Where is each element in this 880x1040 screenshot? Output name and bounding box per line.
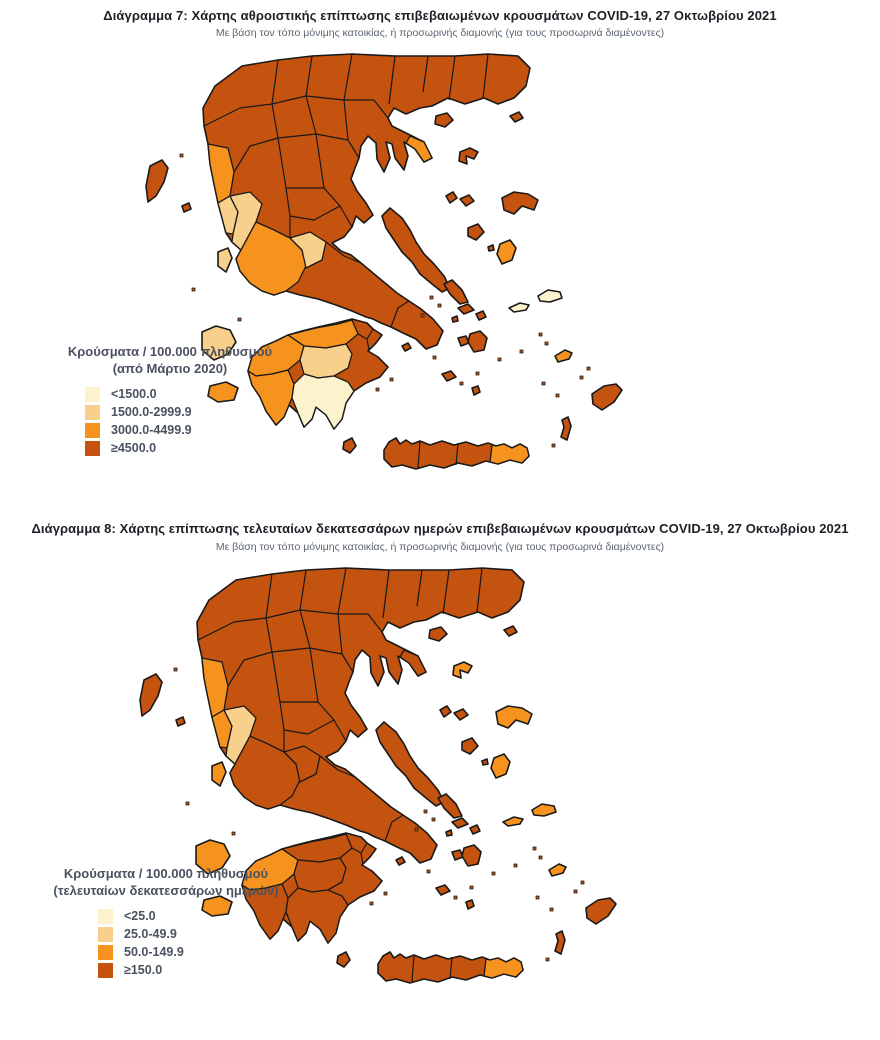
region-thasos (435, 113, 453, 127)
region-euboea (382, 208, 450, 292)
map1-legend-rows (30, 387, 310, 456)
region-samos (538, 290, 562, 302)
region-limnos (459, 148, 478, 164)
region-andros (438, 794, 462, 818)
map1-legend (30, 344, 310, 459)
region-mykonos (470, 825, 480, 834)
region-thasos (429, 627, 447, 641)
region-skyros (462, 738, 478, 754)
class3-label: 50.0-149.9 (124, 945, 184, 960)
region-kythira (337, 952, 350, 967)
class1-label: <1500.0 (111, 387, 157, 402)
map1-legend-title-line2: (από Μάρτιο 2020) (112, 360, 228, 376)
legend-row (85, 441, 310, 456)
legend-row (98, 927, 316, 942)
region-milos (442, 371, 456, 381)
region-karpathos (555, 931, 565, 954)
region-syros (452, 316, 458, 322)
legend-row (98, 963, 316, 978)
class2-label: 1500.0-2999.9 (111, 405, 192, 420)
region-santorini (466, 900, 474, 909)
region-chios (491, 754, 510, 778)
legend-row (98, 945, 316, 960)
region-skiathos (440, 706, 451, 717)
region-santorini (472, 386, 480, 395)
map2-legend-title-line2: (τελευταίων δεκατεσσάρων ημερών) (53, 882, 279, 898)
region-skopelos (460, 195, 474, 206)
region-naxos (462, 845, 481, 866)
map2-legend-title-line1: Κρούσματα / 100.000 πληθυσμού (63, 866, 269, 881)
region-paros (458, 336, 469, 346)
region-ikaria (503, 817, 523, 826)
region-rhodes (586, 898, 616, 924)
region-rhodes (592, 384, 622, 410)
class1-swatch (85, 387, 100, 402)
region-kos (555, 350, 572, 362)
region-mykonos (476, 311, 486, 320)
map2-legend-rows (16, 909, 316, 978)
class1-swatch (98, 909, 113, 924)
legend-row (85, 423, 310, 438)
map1-subtitle: Με βάση τον τόπο μόνιμης κατοικίας, ή προσωρινής διαμονής (για τους προσωρινά διαμένοντες) (215, 27, 665, 39)
legend-row (98, 909, 316, 924)
region-kythira (343, 438, 356, 453)
region-paros (452, 850, 463, 860)
class4-swatch (98, 963, 113, 978)
region-psara (488, 245, 494, 251)
class2-label: 25.0-49.9 (124, 927, 177, 942)
region-limnos (453, 662, 472, 678)
class4-label: ≥150.0 (124, 963, 163, 978)
map2-legend-title (16, 866, 316, 900)
region-euboea (376, 722, 444, 806)
class2-swatch (98, 927, 113, 942)
region-ikaria (509, 303, 529, 312)
region-corfu (146, 160, 168, 202)
region-paxoi (182, 203, 191, 212)
class1-label: <25.0 (124, 909, 156, 924)
region-aegina (402, 343, 411, 351)
region-kos (549, 864, 566, 876)
region-lesvos (496, 706, 532, 728)
region-andros (444, 280, 468, 304)
class3-label: 3000.0-4499.9 (111, 423, 192, 438)
region-skopelos (454, 709, 468, 720)
region-lesvos (502, 192, 538, 214)
region-paxoi (176, 717, 185, 726)
class4-label: ≥4500.0 (111, 441, 157, 456)
map1-title: Διάγραμμα 7: Χάρτης αθροιστικής επίπτωσης επιβεβαιωμένων κρουσμάτων COVID-19, 27 Οκτωβρίου 2021 (103, 8, 777, 23)
map2-title: Διάγραμμα 8: Χάρτης επίπτωσης τελευταίων δεκατεσσάρων ημερών επιβεβαιωμένων κρουσμάτων COVID-19, 27 Οκτωβρίου 2021 (31, 521, 849, 536)
region-syros (446, 830, 452, 836)
legend-row (85, 387, 310, 402)
region-psara (482, 759, 488, 765)
class3-swatch (85, 423, 100, 438)
region-corfu (140, 674, 162, 716)
region-lefkada (218, 248, 232, 272)
class3-swatch (98, 945, 113, 960)
region-skyros (468, 224, 484, 240)
region-samothraki (504, 626, 517, 636)
region-aegina (396, 857, 405, 865)
map1-legend-title (30, 344, 310, 378)
region-tinos (458, 304, 474, 314)
region-karpathos (561, 417, 571, 440)
region-lefkada (212, 762, 226, 786)
region-athos (400, 650, 426, 676)
region-samos (532, 804, 556, 816)
region-chios (497, 240, 516, 264)
map1-legend-title-line1: Κρούσματα / 100.000 πληθυσμού (67, 344, 273, 359)
map2-legend (16, 866, 316, 981)
region-samothraki (510, 112, 523, 122)
region-skiathos (446, 192, 457, 203)
region-tinos (452, 818, 468, 828)
class2-swatch (85, 405, 100, 420)
map2-subtitle: Με βάση τον τόπο μόνιμης κατοικίας, ή προσωρινής διαμονής (για τους προσωρινά διαμένοντες) (215, 541, 665, 553)
region-milos (436, 885, 450, 895)
class4-swatch (85, 441, 100, 456)
region-naxos (468, 331, 487, 352)
region-athos (406, 136, 432, 162)
legend-row (85, 405, 310, 420)
